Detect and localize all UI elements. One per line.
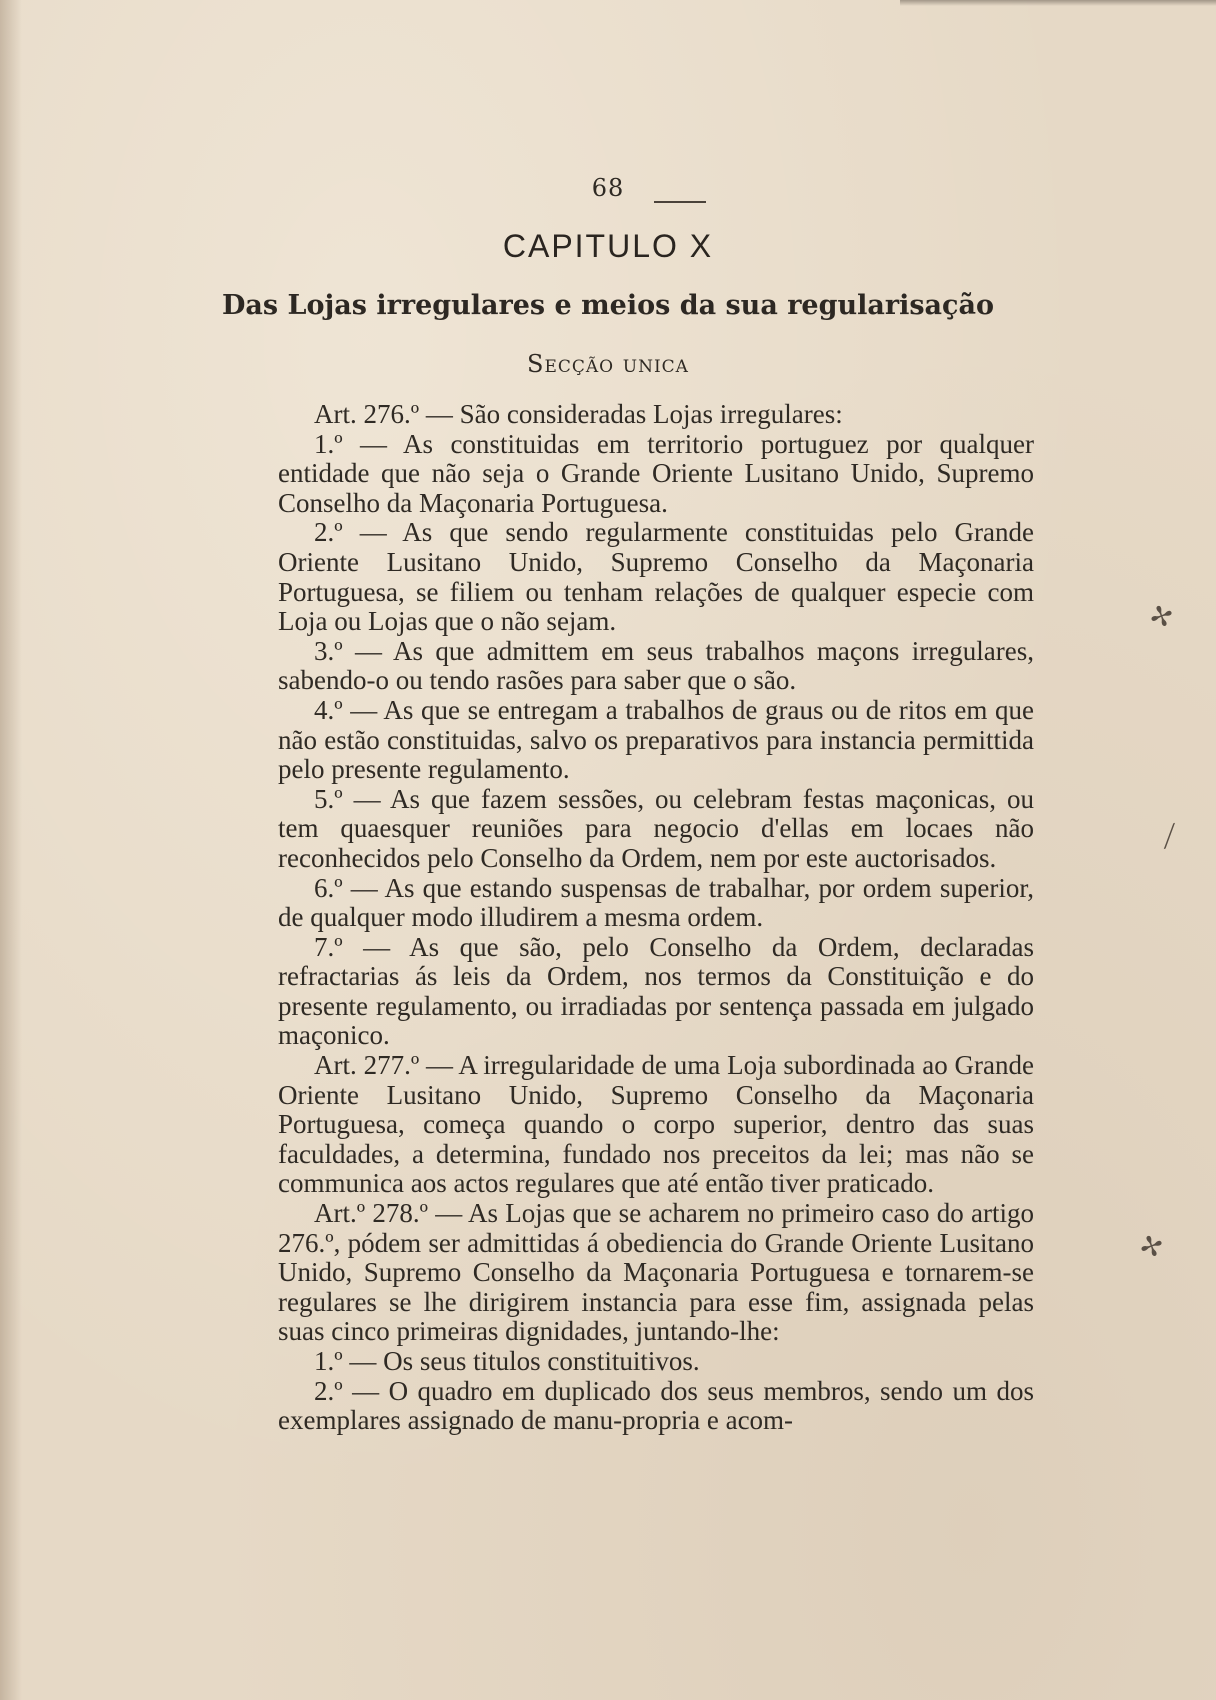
chapter-subtitle: Das Lojas irregulares e meios da sua regularisação bbox=[222, 290, 994, 321]
page-number: 68 bbox=[591, 174, 625, 202]
section-title: Secção unica bbox=[527, 350, 689, 378]
top-edge-shadow bbox=[900, 0, 1216, 6]
paragraph: 7.º — As que são, pelo Conselho da Ordem, declaradas refractarias ás leis da Ordem, nos termos da Constituição e do presente regulamento, ou irradiadas por sentença passada em julgado maçonico. bbox=[278, 931, 1034, 1051]
body-text bbox=[278, 400, 1034, 1436]
paragraph: 2.º — O quadro em duplicado dos seus membros, sendo um dos exemplares assignado de manu-propria e acom- bbox=[278, 1375, 1034, 1436]
paragraph: Art.º 278.º — As Lojas que se acharem no primeiro caso do artigo 276.º, pódem ser admittidas á obediencia do Grande Oriente Lusitano Unido, Supremo Conselho da Maçonaria Portuguesa e tornarem-se regulares se lhe dirigirem instancia para esse fim, assignada pelas suas cinco primeiras dignidades, juntando-lhe: bbox=[278, 1198, 1034, 1347]
paragraph: 1.º — As constituidas em territorio portuguez por qualquer entidade que não seja o Grande Oriente Lusitano Unido, Supremo Conselho da Maçonaria Portuguesa. bbox=[278, 428, 1034, 518]
margin-pencil-mark-icon: ⟋ bbox=[1154, 817, 1185, 856]
page-number-rule bbox=[654, 201, 706, 203]
paragraph: 4.º — As que se entregam a trabalhos de graus ou de ritos em que não estão constituidas, salvo os preparativos para instancia permittida pelo presente regulamento. bbox=[278, 694, 1034, 785]
paragraph: 1.º — Os seus titulos constituitivos. bbox=[314, 1346, 700, 1376]
paragraph: 3.º — As que admittem em seus trabalhos maçons irregulares, sabendo-o ou tendo rasões para saber que o são. bbox=[278, 635, 1034, 696]
margin-pencil-mark-icon: ✢ bbox=[1135, 1226, 1169, 1267]
paragraph: Art. 276.º — São consideradas Lojas irregulares: bbox=[314, 399, 843, 429]
paragraph: 6.º — As que estando suspensas de trabalhar, por ordem superior, de qualquer modo illudirem a mesma ordem. bbox=[278, 872, 1034, 933]
paragraph: 2.º — As que sendo regularmente constituidas pelo Grande Oriente Lusitano Unido, Supremo Conselho da Maçonaria Portuguesa, se filiem ou tenham relações de qualquer especie com Loja ou Lojas que o não sejam. bbox=[278, 517, 1034, 637]
margin-pencil-mark-icon: ✢ bbox=[1145, 596, 1179, 637]
chapter-title: CAPITULO X bbox=[502, 228, 714, 264]
paragraph: Art. 277.º — A irregularidade de uma Loja subordinada ao Grande Oriente Lusitano Unido, Supremo Conselho da Maçonaria Portuguesa, começa quando o corpo superior, dentro das suas faculdades, a determina, fundado nos preceitos da lei; mas não se communica aos actos regulares que até então tiver praticado. bbox=[278, 1050, 1034, 1199]
paragraph: 5.º — As que fazem sessões, ou celebram festas maçonicas, ou tem quaesquer reuniões para negocio d'ellas em locaes não reconhecidos pelo Conselho da Ordem, nem por este auctorisados. bbox=[278, 783, 1034, 873]
